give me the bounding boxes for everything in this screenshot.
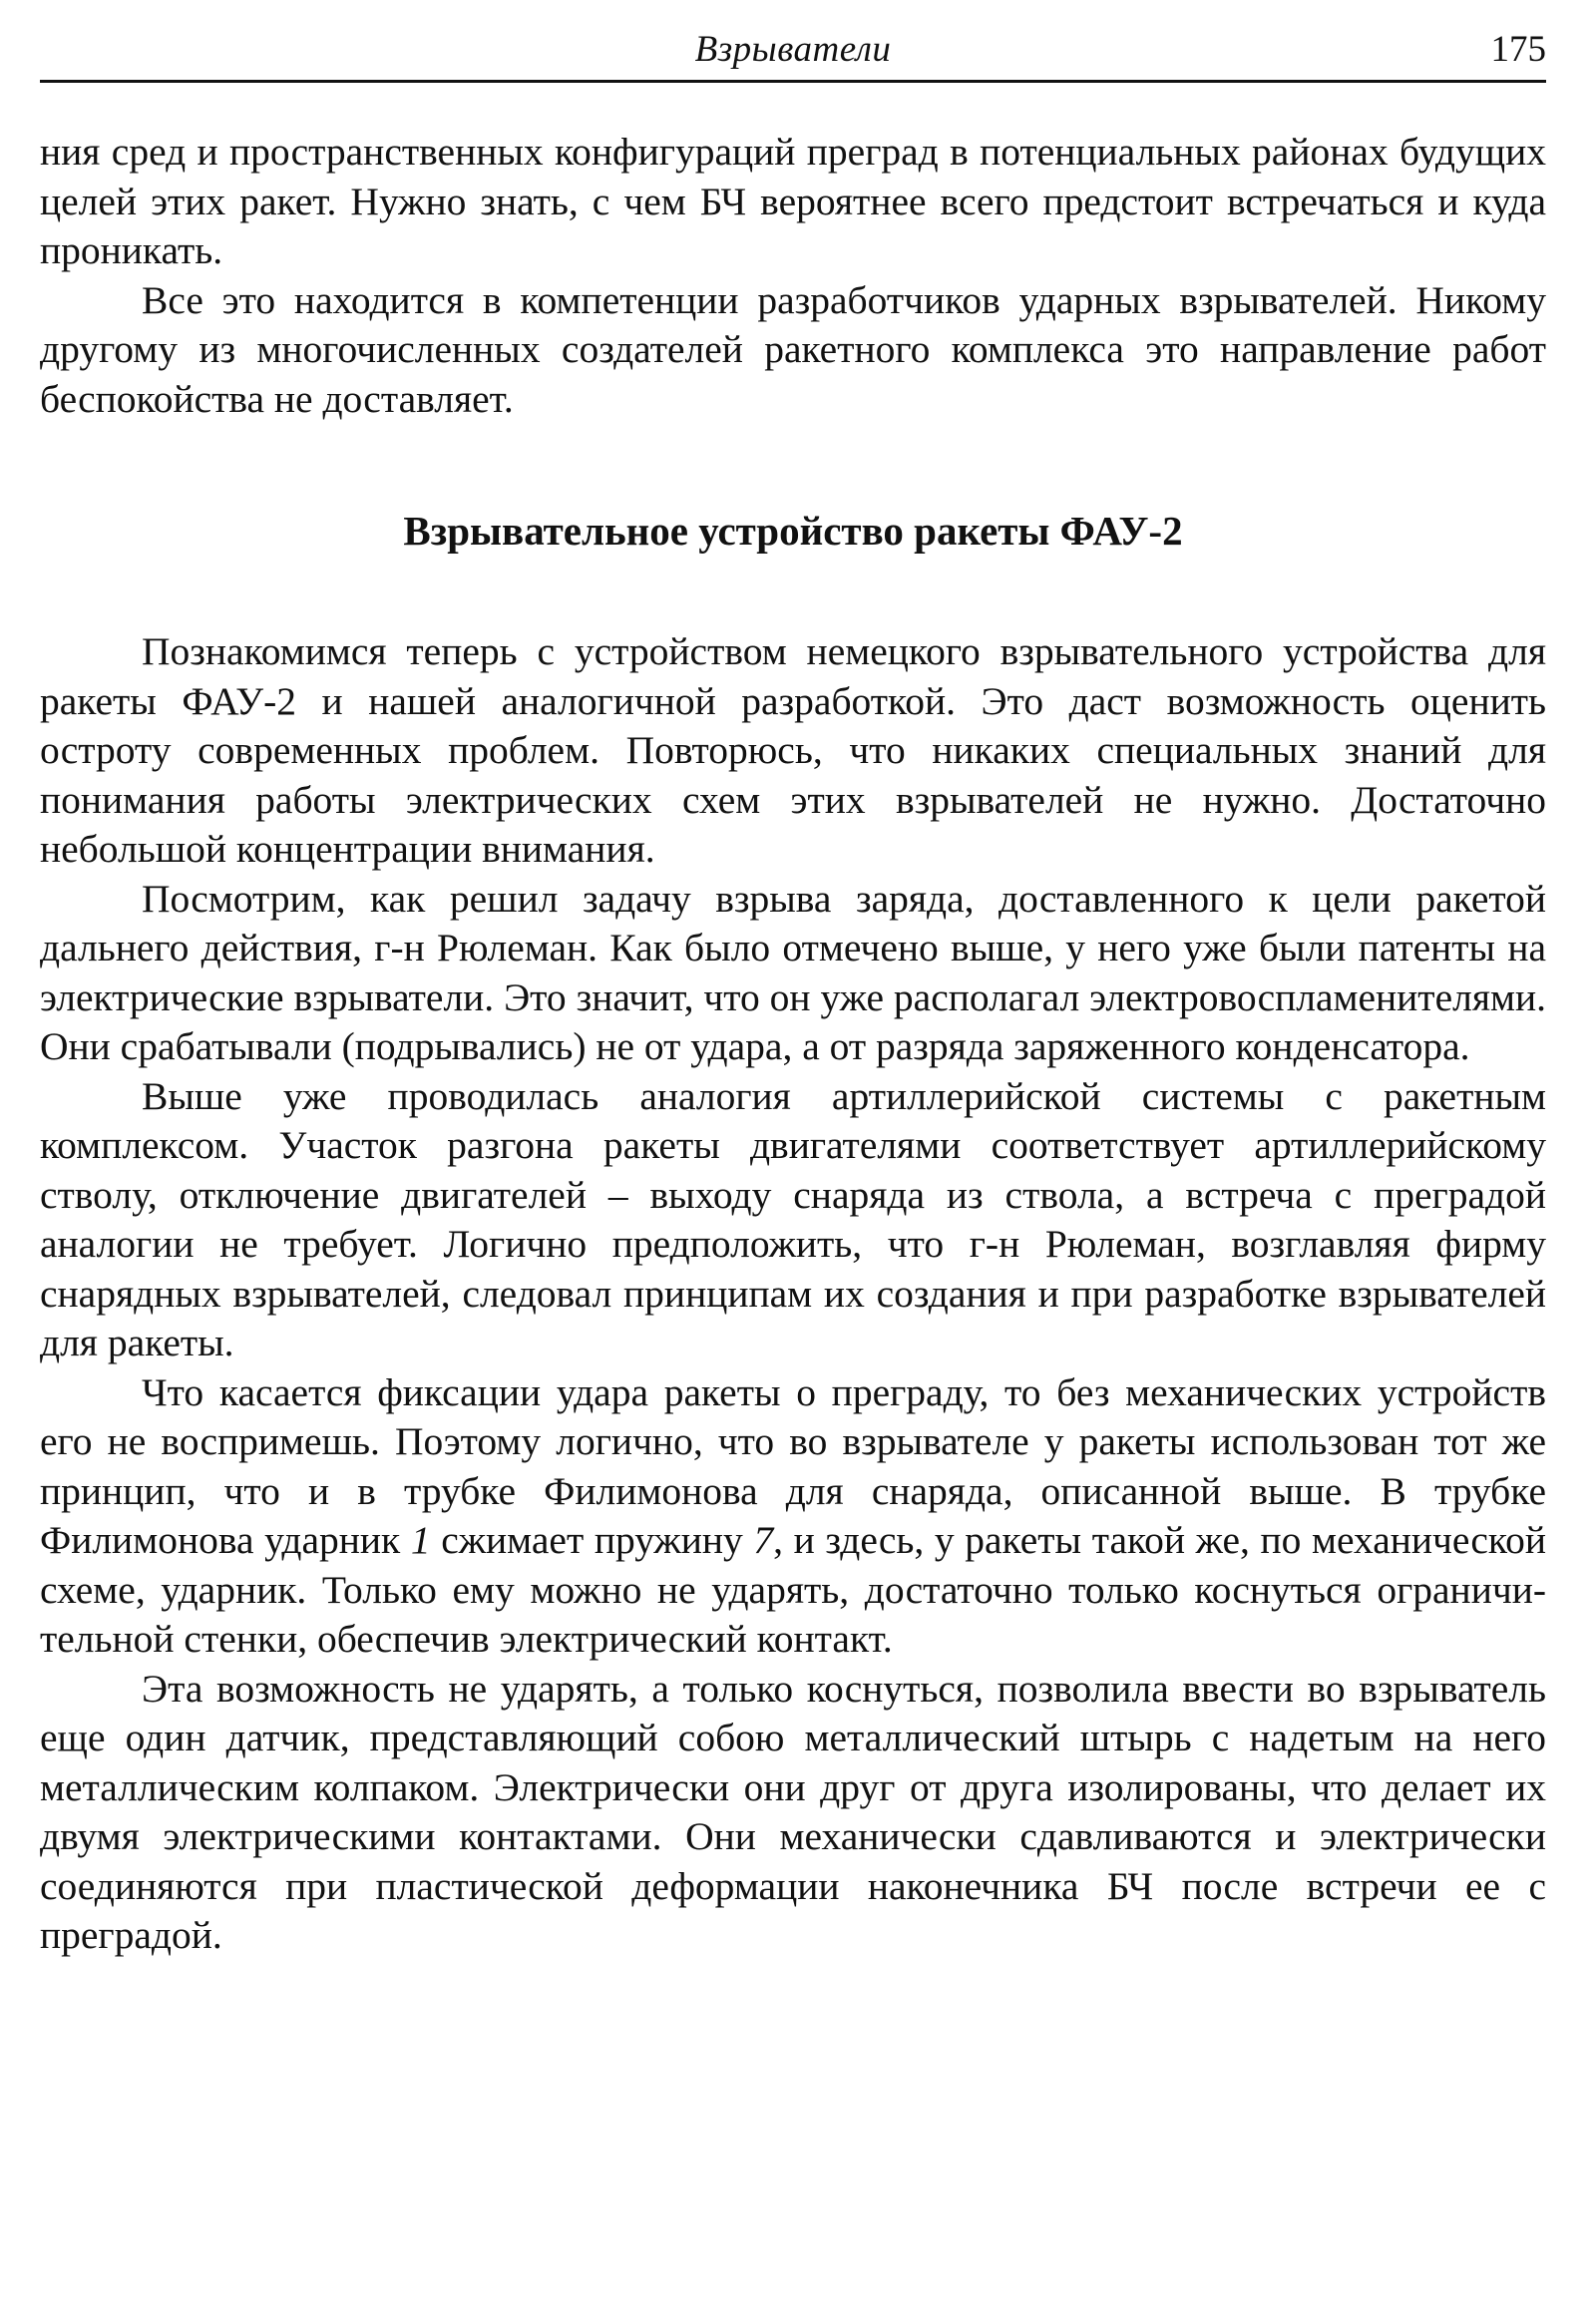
figure-ref-number: 1: [410, 1518, 431, 1562]
paragraph-text: , и здесь, у ракеты такой же, по механической схеме, ударник. Только ему можно не ударять, достаточно только коснуться ограничительной стенки, обеспечив электрический контакт.: [40, 1518, 1546, 1661]
paragraph: Эта возможность не ударять, а только коснуться, позволила ввести во взрыватель еще один датчик, представляющий собою металлический штырь с надетым на него металлическим колпаком. Электрически они друг от друга изолированы, что делает их двумя электрическими контактами. Они механически сдавливаются и электрически соединяются при пластической деформации наконечника БЧ после встречи ее с преградой.: [40, 1666, 1546, 1957]
paragraph: Все это находится в компетенции разработчиков ударных взрывателей. Никому другому из многочисленных создателей ракетного комплекса это направление работ беспокойства не доставляет.: [40, 277, 1546, 421]
paragraph: Познакомимся теперь с устройством немецкого взрывательного устройства для ракеты ФАУ-2 и нашей аналогичной разработкой. Это даст возможность оценить остроту современных проблем. Повторюсь, что никаких специальных знаний для понимания работы электрических схем этих взрывателей не нужно. Достаточно небольшой концентрации внимания.: [40, 629, 1546, 871]
paragraph: [40, 1368, 1546, 1665]
running-title: Взрыватели: [694, 29, 892, 70]
paragraph-continued: ния сред и пространственных конфигураций преград в потенциальных районах будущих целей этих ракет. Нужно знать, с чем БЧ вероятнее всего предстоит встречаться и куда проникать.: [40, 130, 1546, 272]
section-heading: Взрывательное устройство ракеты ФАУ-2: [403, 508, 1183, 554]
paragraph: Посмотрим, как решил задачу взрыва заряда, доставленного к цели ракетой дальнего действия, г-н Рюлеман. Как было отмечено выше, у него уже были патенты на электрические взрыватели. Это значит, что он уже располагал электровоспламенителями. Они срабатывали (подрывались) не от удара, а от разряда заряженного конденсатора.: [40, 876, 1546, 1068]
paragraph-text: сжимает пружину: [430, 1518, 754, 1562]
paragraph-text: Что касается фиксации удара ракеты о преграду, то без механических устройств его не воспримешь. Поэтому логично, что во взрывателе у ракеты использован тот же принцип, что и в трубке Филимонова для снаряда, описанной выше. В трубке Филимонова ударник: [40, 1369, 1546, 1562]
body-text: [40, 128, 1546, 1961]
running-header: [40, 22, 1546, 83]
figure-ref-number: 7: [753, 1518, 774, 1562]
page-number: 175: [1490, 29, 1546, 70]
paragraph: Выше уже проводилась аналогия артиллерийской системы с ракетным комплексом. Участок разгона ракеты двигателями соответствует артиллерийскому стволу, отключение двигателей – выходу снаряда из ствола, а встреча с преградой аналогии не требует. Логично предположить, что г-н Рюлеман, возглавляя фирму снарядных взрывателей, следовал принципам их создания и при разработке взрывателей для ракеты.: [40, 1073, 1546, 1364]
